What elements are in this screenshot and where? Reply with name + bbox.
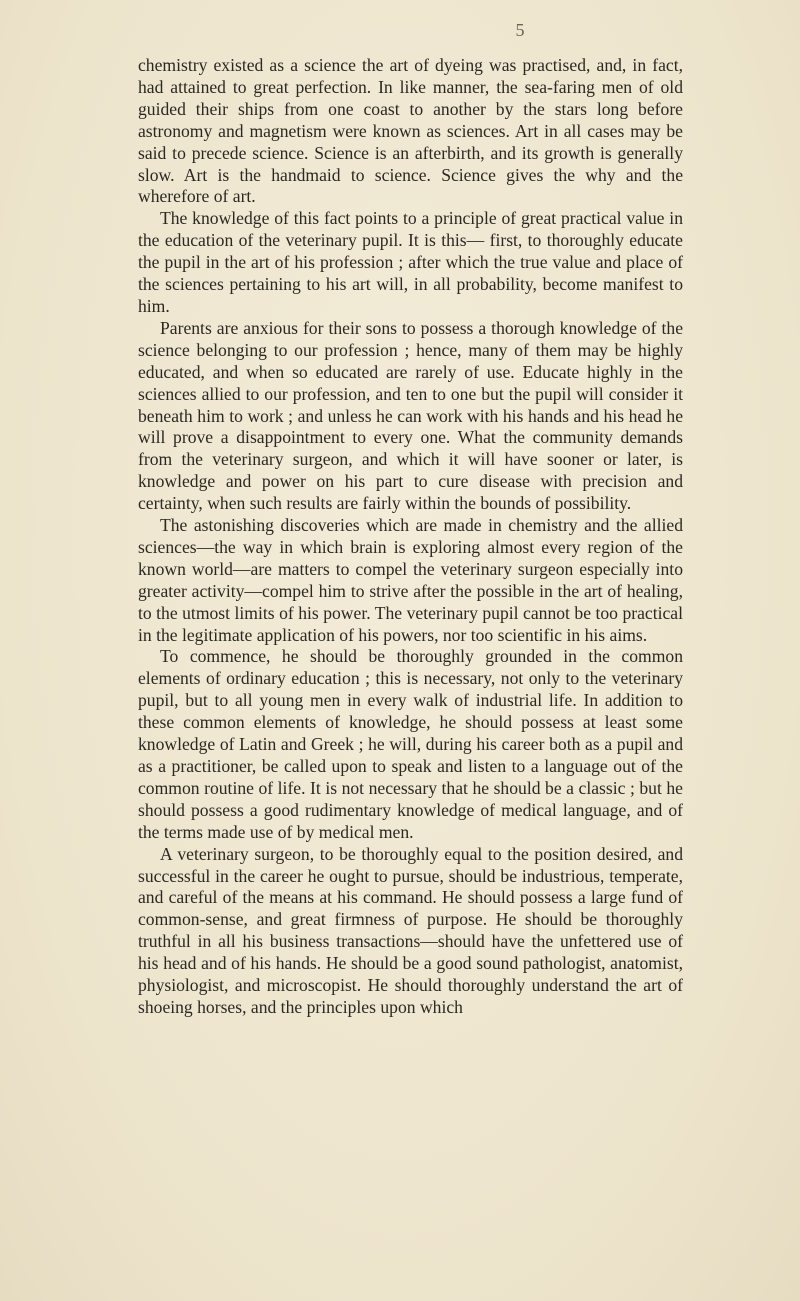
paragraph: A veterinary surgeon, to be thoroughly equal to the position desired, and successful in the career he ought to pursue, should be industrious, temperate, and careful of the means at his command. He should possess a large fund of common-sense, and great firmness of purpose. He should be thoroughly truthful in all his business transactions—should have the unfettered use of his head and of his hands. He should be a good sound pathologist, anatomist, physiologist, and microscopist. He should thoroughly understand the art of shoeing horses, and the principles upon which [138,843,683,1017]
paragraph: chemistry existed as a science the art of dyeing was practised, and, in fact, had attained to great perfection. In like manner, the sea-faring men of old guided their ships from one coast to another by the stars long before astronomy and magnetism were known as sciences. Art in all cases may be said to precede science. Science is an afterbirth, and its growth is generally slow. Art is the handmaid to science. Science gives the why and the wherefore of art. [138,55,683,207]
body-text [138,55,683,1019]
paragraph: The astonishing discoveries which are made in chemistry and the allied sciences—the way in which brain is exploring almost every region of the known world—are matters to compel the veterinary surgeon especially into greater activity—compel him to strive after the possible in the art of healing, to the utmost limits of his power. The veterinary pupil cannot be too practical in the legitimate application of his powers, nor too scientific in his aims. [138,515,683,645]
paragraph: Parents are anxious for their sons to possess a thorough knowledge of the science belonging to our profession ; hence, many of them may be highly educated, and when so educated are rarely of use. Educate highly in the sciences allied to our profession, and ten to one but the pupil will consider it beneath him to work ; and unless he can work with his hands and his head he will prove a disappointment to every one. What the community demands from the veterinary surgeon, and which it will have sooner or later, is knowledge and power on his part to cure disease with precision and certainty, when such results are fairly within the bounds of possibility. [138,317,683,514]
page-number: 5 [515,20,525,40]
paragraph: To commence, he should be thoroughly grounded in the common elements of ordinary education ; this is necessary, not only to the veterinary pupil, but to all young men in every walk of industrial life. In addition to these common elements of knowledge, he should possess at least some knowledge of Latin and Greek ; he will, during his career both as a pupil and as a practitioner, be called upon to speak and listen to a language out of the common routine of life. It is not necessary that he should be a classic ; but he should possess a good rudimentary knowledge of medical language, and of the terms made use of by medical men. [138,646,683,842]
paragraph: The knowledge of this fact points to a principle of great practical value in the education of the veterinary pupil. It is this— first, to thoroughly educate the pupil in the art of his profession ; after which the true value and place of the sciences pertaining to his art will, in all probability, become manifest to him. [138,208,683,316]
